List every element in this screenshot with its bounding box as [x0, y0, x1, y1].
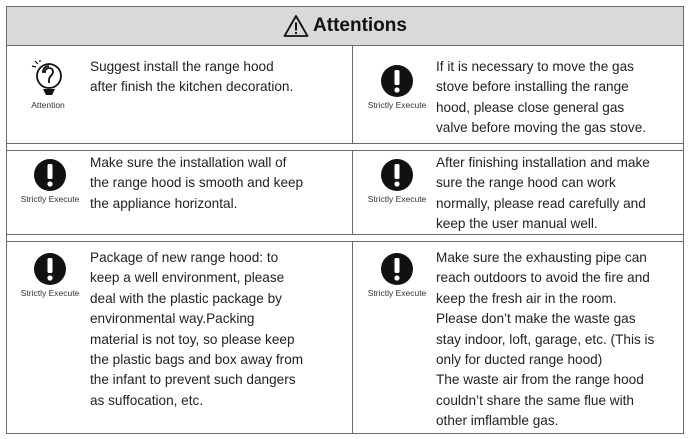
strict-label: Strictly Execute	[20, 288, 80, 298]
warning-triangle-icon	[283, 14, 309, 38]
attention-badge	[13, 60, 83, 110]
cell-text-2: If it is necessary to move the gas stove before installing the range hood, please close general gas valve before moving the gas stove.	[436, 59, 647, 136]
exclamation-icon	[362, 158, 432, 192]
cell-text-5: Package of new range hood: to keep a well environment, please deal with the plastic package by environmental way.Packing material is not toy, so please keep the plastic bags and box away from the infant to prevent such dangers as suffocation, etc.	[90, 250, 304, 408]
attention-icon	[13, 60, 83, 98]
strict-label: Strictly Execute	[367, 100, 427, 110]
exclamation-icon	[15, 158, 85, 192]
strict-label: Strictly Execute	[367, 288, 427, 298]
cell-text-4: After finishing installation and make sure the range hood can work normally, please read carefully and keep the user manual well.	[436, 155, 650, 232]
strict-label: Strictly Execute	[20, 194, 80, 204]
cell-text-6: Make sure the exhausting pipe can reach outdoors to avoid the fire and keep the fresh air in the room. Please don’t make the waste gas stay indoor, loft, garage, etc. (This is only for ducted range hood) The waste air from the range hood couldn’t share the same flue with other imflamble gas.	[436, 250, 655, 429]
strict-badge	[362, 64, 432, 110]
strict-label: Strictly Execute	[367, 194, 427, 204]
strict-badge	[362, 252, 432, 298]
cell-text-3: Make sure the installation wall of the range hood is smooth and keep the appliance horizontal.	[90, 155, 304, 211]
strict-badge	[15, 252, 85, 298]
row-divider	[7, 150, 683, 151]
page-title: Attentions	[313, 15, 407, 36]
exclamation-icon	[15, 252, 85, 286]
strict-badge	[362, 158, 432, 204]
exclamation-icon	[362, 252, 432, 286]
attentions-table	[6, 6, 684, 434]
table-header	[7, 7, 683, 46]
attention-label: Attention	[31, 100, 65, 110]
row-divider	[7, 241, 683, 242]
strict-badge	[15, 158, 85, 204]
cell-text-1: Suggest install the range hood after finish the kitchen decoration.	[90, 59, 294, 95]
exclamation-icon	[362, 64, 432, 98]
